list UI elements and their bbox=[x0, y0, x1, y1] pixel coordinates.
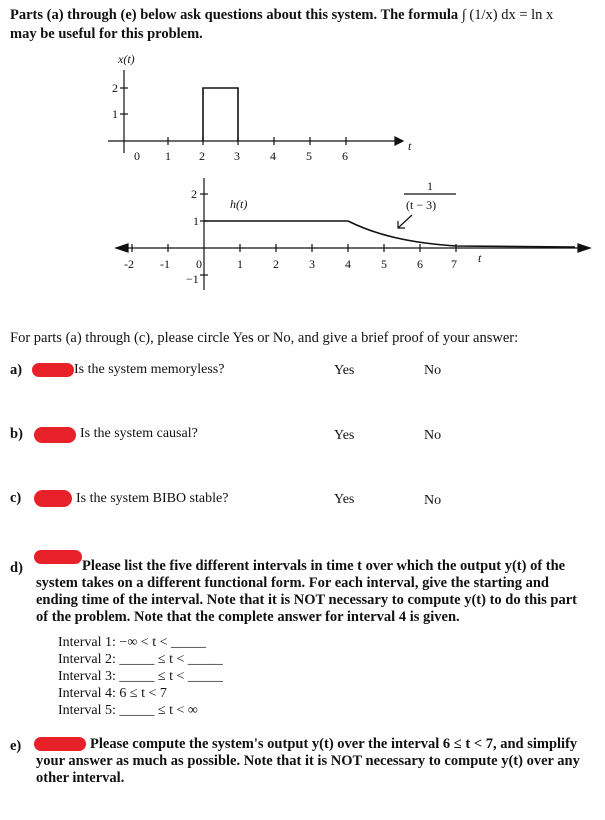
intro-line1: Parts (a) through (e) below ask questions about this system. The formula bbox=[10, 7, 459, 23]
annotation-numerator: 1 bbox=[427, 179, 433, 193]
part-e-text: Please compute the system's output y(t) over the interval 6 ≤ t < 7, and simplify your answer as much as possible. Note that it is NOT necessary to compute y(t) over any other interval. bbox=[36, 736, 580, 786]
question-c-no[interactable]: No bbox=[424, 493, 442, 508]
interval-4: Interval 4: 6 ≤ t < 7 bbox=[58, 686, 167, 701]
graph-x bbox=[108, 70, 403, 153]
graph-x-xtick-2: 2 bbox=[199, 149, 205, 163]
graph-x-xtick-3: 3 bbox=[234, 149, 240, 163]
graph-x-ytick-2: 2 bbox=[112, 81, 118, 95]
x-axis-arrow bbox=[395, 137, 403, 145]
graph-h-xtick-4: 4 bbox=[345, 257, 351, 271]
graph-h-xtick-5: 5 bbox=[381, 257, 387, 271]
graphs bbox=[0, 0, 605, 330]
h-decay-curve bbox=[348, 221, 575, 247]
graph-h-xtick-m1: -1 bbox=[160, 257, 170, 271]
graph-h-ytick-2: 2 bbox=[191, 187, 197, 201]
question-b-number: b) bbox=[10, 426, 23, 442]
graph-h-ylabel: h(t) bbox=[230, 197, 248, 211]
interval-1: Interval 1: −∞ < t < _____ bbox=[58, 635, 206, 650]
graph-h-xlabel: t bbox=[478, 251, 482, 265]
redaction-mark-c bbox=[34, 490, 72, 507]
redaction-mark-a bbox=[32, 363, 74, 377]
graph-x-xtick-6: 6 bbox=[342, 149, 348, 163]
h-axis-left-arrow bbox=[116, 244, 128, 252]
part-d-text: Please list the five different intervals in time t over which the output y(t) of the system takes on a different functional form. For each interval, give the starting and ending time of the interval. Note that it is NOT necessary to compute y(t) to do this part of the problem. Note that the complete answer for interval 4 is given. bbox=[36, 558, 578, 625]
integral-formula: ∫ (1/x) dx = ln x bbox=[461, 7, 554, 23]
graph-h-xtick-2: 2 bbox=[273, 257, 279, 271]
annotation-arrow bbox=[398, 215, 412, 228]
interval-3: Interval 3: _____ ≤ t < _____ bbox=[58, 669, 223, 684]
graph-h-xtick-1: 1 bbox=[237, 257, 243, 271]
h-axis-right-arrow bbox=[578, 244, 590, 252]
question-c-text: Is the system BIBO stable? bbox=[76, 491, 229, 506]
part-e-number: e) bbox=[10, 738, 22, 754]
question-a-number: a) bbox=[10, 362, 23, 378]
question-b-text: Is the system causal? bbox=[80, 426, 198, 441]
graph-x-xtick-1: 1 bbox=[165, 149, 171, 163]
graph-h-xtick-0: 0 bbox=[196, 257, 202, 271]
question-a-yes[interactable]: Yes bbox=[334, 363, 355, 378]
interval-5: Interval 5: _____ ≤ t < ∞ bbox=[58, 703, 198, 718]
graph-x-ytick-1: 1 bbox=[112, 107, 118, 121]
graph-x-xtick-5: 5 bbox=[306, 149, 312, 163]
question-a-no[interactable]: No bbox=[424, 363, 442, 378]
interval-2: Interval 2: _____ ≤ t < _____ bbox=[58, 652, 223, 667]
graph-x-xtick-4: 4 bbox=[270, 149, 276, 163]
part-d-number: d) bbox=[10, 560, 23, 576]
question-b-yes[interactable]: Yes bbox=[334, 428, 355, 443]
question-c-yes[interactable]: Yes bbox=[334, 492, 355, 507]
graph-x-ylabel: x(t) bbox=[118, 52, 135, 66]
graph-h-xtick-3: 3 bbox=[309, 257, 315, 271]
graph-h-ytick-1: 1 bbox=[193, 214, 199, 228]
graph-h-xtick-m2: -2 bbox=[124, 257, 134, 271]
annotation-denominator: (t − 3) bbox=[406, 198, 437, 212]
instructions: For parts (a) through (c), please circle Yes or No, and give a brief proof of your answer: bbox=[10, 330, 519, 346]
question-c-number: c) bbox=[10, 490, 22, 506]
graph-x-xtick-0: 0 bbox=[134, 149, 140, 163]
graph-h-xtick-6: 6 bbox=[417, 257, 423, 271]
intro-line2: may be useful for this problem. bbox=[10, 26, 203, 42]
redaction-mark-b bbox=[34, 427, 76, 443]
question-a-text: Is the system memoryless? bbox=[74, 362, 225, 377]
graph-x-xlabel: t bbox=[408, 139, 412, 153]
graph-h-xtick-7: 7 bbox=[451, 257, 457, 271]
graph-h-ytick-m1: −1 bbox=[186, 272, 199, 286]
question-b-no[interactable]: No bbox=[424, 428, 442, 443]
x-pulse bbox=[203, 88, 238, 141]
